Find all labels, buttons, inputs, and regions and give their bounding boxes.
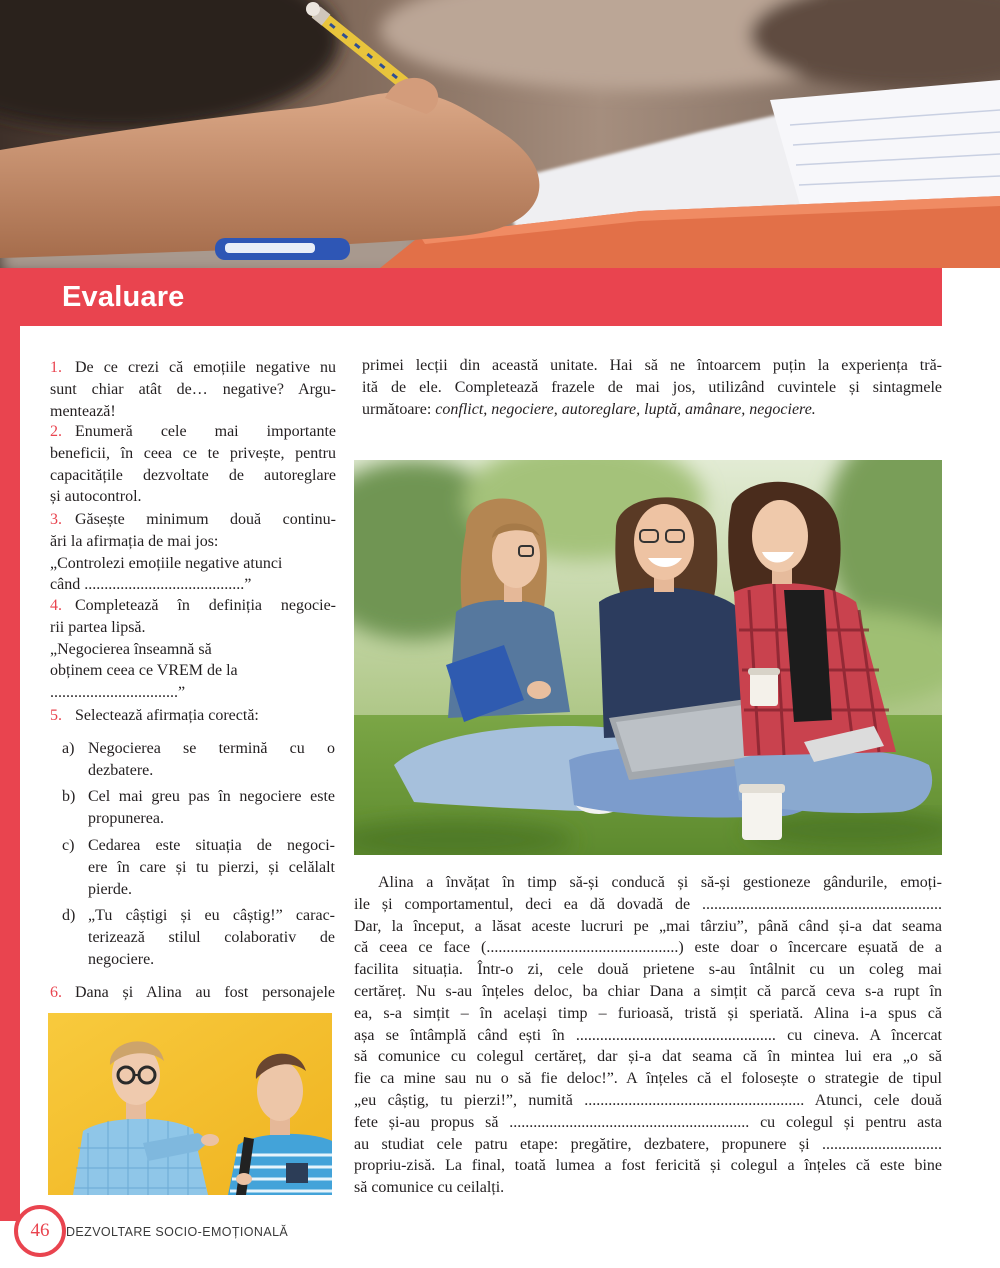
question-text: mentează! xyxy=(50,402,116,420)
word-list: conflict, negociere, autoreglare, luptă, amânare, negociere. xyxy=(435,400,816,418)
story-line: că ceea ce face (................................................) este doar o încercare eșuată de a xyxy=(354,939,942,957)
story-line: să comunice cu colegul certăreț, dar și-a dat seama că în mintea lui era „o să xyxy=(354,1048,942,1066)
question-text: capacitățile dezvoltate de autoreglare xyxy=(50,466,336,484)
question-1 xyxy=(50,357,336,422)
question-text: Enumeră cele mai importante xyxy=(75,423,336,440)
exercise-6-intro xyxy=(362,355,942,420)
option-text: pierde. xyxy=(88,880,132,898)
option-c xyxy=(62,835,335,900)
question-text: Selectează afirmația corectă: xyxy=(75,707,259,724)
story-line: au studiat cele patru etape: pregătire, dezbatere, propunere și .............................. xyxy=(354,1135,942,1153)
question-text: rii partea lipsă. xyxy=(50,618,146,636)
option-line xyxy=(62,905,335,927)
option-text: „Tu câștigi și eu câștig!” carac- xyxy=(88,907,335,924)
question-4 xyxy=(50,595,336,704)
question-number: 4. xyxy=(50,597,62,614)
question-text: beneficii, în ceea ce te privește, pentru xyxy=(50,444,336,462)
question-text: sunt chiar atât de… negative? Argu- xyxy=(50,380,336,398)
story-paragraph xyxy=(354,872,942,1199)
option-text: Cedarea este situația de negoci- xyxy=(88,837,335,854)
question-quote: când ........................................” xyxy=(50,576,252,594)
option-line xyxy=(62,835,335,857)
girls-photo xyxy=(354,460,942,855)
question-line xyxy=(50,421,336,443)
question-line xyxy=(50,357,336,379)
word-list-prefix: următoare: xyxy=(362,400,436,418)
left-stripe xyxy=(0,326,20,1221)
option-label: d) xyxy=(62,907,76,924)
intro-line: primei lecții din această unitate. Hai să ne întoarcem puțin la experiența tră- xyxy=(362,357,942,374)
coffee-cup xyxy=(739,784,785,840)
story-line: așa se întâmplă când ești în .................................................. cu cineva. A încercat xyxy=(354,1026,942,1044)
option-label: b) xyxy=(62,788,76,805)
story-line: fete și-au propus să ............................................................ cu colegul și pentru asta xyxy=(354,1113,942,1131)
option-label: c) xyxy=(62,837,75,854)
option-text: propunerea. xyxy=(88,809,164,827)
option-b xyxy=(62,786,335,830)
question-number: 6. xyxy=(50,984,62,1001)
book-title: DEZVOLTARE SOCIO-EMOȚIONALĂ xyxy=(66,1225,289,1239)
marker xyxy=(215,238,350,260)
question-line xyxy=(50,705,336,727)
question-3 xyxy=(50,509,336,596)
option-d xyxy=(62,905,335,970)
option-line xyxy=(62,738,335,760)
story-line: propriu-zisă. La final, toată lumea a fost fericită și colegul a înțeles că este bine xyxy=(354,1157,942,1175)
question-number: 5. xyxy=(50,707,62,724)
option-label: a) xyxy=(62,740,75,757)
story-line: să comunice cu ceilalți. xyxy=(354,1179,505,1197)
page-number: 46 xyxy=(14,1205,66,1257)
question-quote: obținem ceea ce VREM de la xyxy=(50,662,238,680)
question-text: Găsește minimum două continu- xyxy=(75,511,336,528)
question-number: 2. xyxy=(50,423,62,440)
intro-line: ită de ele. Completează frazele de mai jos, utilizând cuvintele și sintagmele xyxy=(362,378,942,396)
story-line: certăreț. Nu s-au înțeles deloc, ba chiar Dana a simțit că parcă ceva s-a rupt în xyxy=(354,982,942,1000)
question-quote: ................................” xyxy=(50,684,186,702)
question-5 xyxy=(50,705,336,727)
question-text: ări la afirmația de mai jos: xyxy=(50,532,219,550)
intro-line xyxy=(362,399,942,421)
option-text: negociere. xyxy=(88,950,155,968)
question-line xyxy=(50,595,336,617)
story-line: „eu câștig, tu pierzi!”, numită ....................................................... Atunci, cele două xyxy=(354,1091,942,1109)
story-line: ea, s-a simțit – în același timp – furioasă, tristă și speriată. Alina i-a spus că xyxy=(354,1004,942,1022)
section-title: Evaluare xyxy=(62,281,185,313)
option-text: Cel mai greu pas în negociere este xyxy=(88,788,335,805)
question-quote: „Controlezi emoțiile negative atunci xyxy=(50,554,283,572)
question-number: 3. xyxy=(50,511,62,528)
boys-photo xyxy=(48,1013,332,1195)
question-quote: „Negocierea înseamnă să xyxy=(50,640,212,658)
option-text: Negocierea se termină cu o xyxy=(88,740,335,757)
question-text: Completează în definiția negocie- xyxy=(75,597,336,614)
question-line xyxy=(50,982,335,1004)
question-number: 1. xyxy=(50,359,62,376)
question-2 xyxy=(50,421,336,508)
question-text: Dana și Alina au fost personajele xyxy=(75,984,335,1001)
question-6 xyxy=(50,982,335,1004)
option-text: dezbatere. xyxy=(88,761,154,779)
story-line: ile și comportamentul, deci ea dă dovadă de ............................................................ xyxy=(354,895,942,913)
question-text: și autocontrol. xyxy=(50,488,142,506)
story-line: fie ca mine sau nu o să fie deloc!”. A înțeles că el folosește o strategie de tipul xyxy=(354,1070,942,1088)
question-text: De ce crezi că emoțiile negative nu xyxy=(75,359,336,376)
option-text: ere în care și tu pierzi, și celălalt xyxy=(88,858,335,876)
header-photo xyxy=(0,0,1000,268)
option-text: terizează stilul colaborativ de xyxy=(88,928,335,946)
option-line xyxy=(62,786,335,808)
section-band xyxy=(0,268,942,326)
option-a xyxy=(62,738,335,782)
story-line: Dar, la început, a lăsat aceste lucruri pe „mai târziu”, până când și-a dat seama xyxy=(354,917,942,935)
question-line xyxy=(50,509,336,531)
story-line: Alina a învățat în timp să-și conducă și să-și gestioneze gândurile, emoți- xyxy=(378,874,942,891)
story-line: facilita situația. Într-o zi, cele două prietene s-au întâlnit cu un coleg mai xyxy=(354,961,942,979)
